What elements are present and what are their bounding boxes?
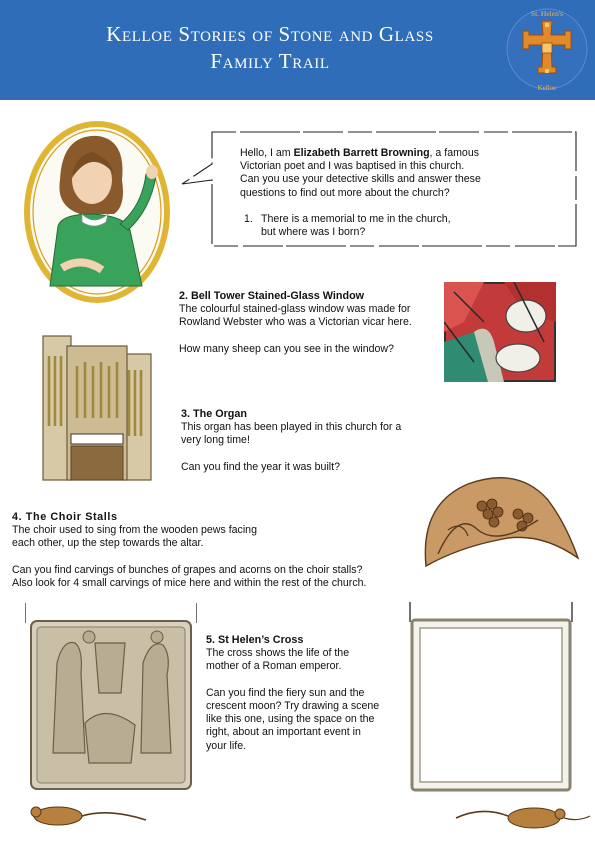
logo-top-text: St. Helen's <box>530 9 564 18</box>
mouse-carving-left-illustration <box>18 798 148 834</box>
choir-heading: 4. The Choir Stalls <box>12 511 118 523</box>
choir-line1: The choir used to sing from the wooden pews facing <box>12 524 257 537</box>
question-1-text <box>261 213 561 239</box>
st-helens-cross-carving-illustration <box>25 603 197 793</box>
stained-glass-sheep-illustration <box>444 282 556 382</box>
st-helens-cross-logo-icon <box>505 3 589 93</box>
cross-heading: 5. St Helen’s Cross <box>206 634 304 646</box>
question-1-line1: There is a memorial to me in the church, <box>261 213 451 225</box>
header-banner <box>0 0 595 100</box>
page-title-line1: Kelloe Stories of Stone and Glass <box>106 22 434 46</box>
cross-line5: like this one, using the space on the <box>206 713 375 726</box>
choir-line2: each other, up the step towards the altar. <box>12 537 204 550</box>
bell-tower-heading: 2. Bell Tower Stained-Glass Window <box>179 290 365 302</box>
question-1-number: 1. <box>244 213 253 225</box>
drawing-space-frame <box>404 602 578 794</box>
bell-tower-question: How many sheep can you see in the window? <box>179 342 394 355</box>
cross-line7: your life. <box>206 739 247 752</box>
organ-question: Can you find the year it was built? <box>181 460 340 473</box>
cross-line1: The cross shows the life of the <box>206 647 350 660</box>
cross-line4: crescent moon? Try drawing a scene <box>206 700 380 713</box>
cross-line6: right, about an important event in <box>206 726 361 739</box>
cross-line2: mother of a Roman emperor. <box>206 660 342 673</box>
bell-tower-line1: The colourful stained-glass window was made for <box>179 303 411 316</box>
cross-section <box>206 634 406 753</box>
mouse-carving-right-illustration <box>452 800 592 836</box>
elizabeth-portrait-illustration <box>22 118 172 306</box>
choir-stall-carving-illustration <box>418 470 583 574</box>
logo-bottom-text: Kelloe <box>537 84 557 92</box>
intro-line1-end: , a famous <box>429 147 480 159</box>
cross-line3: Can you find the fiery sun and the <box>206 686 365 699</box>
intro-line2: Victorian poet and I was baptised in this church. <box>240 160 465 173</box>
intro-line3: Can you use your detective skills and answer these <box>240 173 481 186</box>
bell-tower-line2: Rowland Webster who was a Victorian vicar here. <box>179 316 412 329</box>
poet-name: Elizabeth Barrett Browning <box>293 147 430 159</box>
organ-line2: very long time! <box>181 434 250 447</box>
page-title-line2: Family Trail <box>210 49 330 73</box>
choir-line4: Also look for 4 small carvings of mice here and within the rest of the church. <box>12 577 367 590</box>
question-1-line2: but where was I born? <box>261 226 366 239</box>
intro-line4: questions to find out more about the church? <box>240 186 450 199</box>
bell-tower-section <box>179 290 444 356</box>
organ-heading: 3. The Organ <box>181 408 247 420</box>
organ-line1: This organ has been played in this church for a <box>181 421 402 434</box>
organ-illustration <box>37 326 157 484</box>
choir-section <box>12 511 432 590</box>
intro-greeting: Hello, I am <box>240 147 294 159</box>
intro-text <box>240 147 560 200</box>
organ-section <box>181 408 431 474</box>
choir-line3: Can you find carvings of bunches of grapes and acorns on the choir stalls? <box>12 563 363 576</box>
